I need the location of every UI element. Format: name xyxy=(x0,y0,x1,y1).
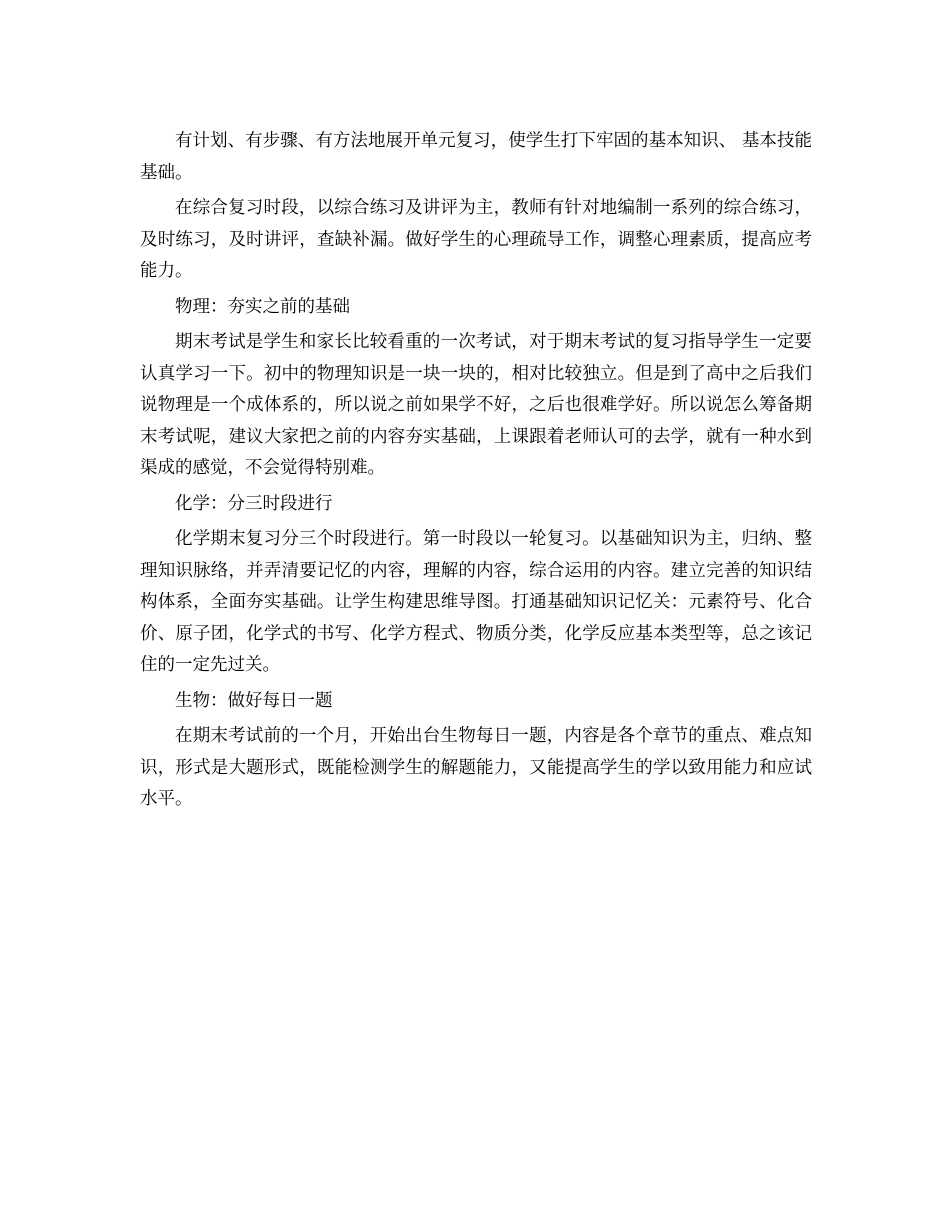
heading-biology: 生物：做好每日一题 xyxy=(175,690,333,711)
paragraph-physics: 期末考试是学生和家长比较看重的一次考试，对于期末考试的复习指导学生一定要认真学习一下。初中的物理知识是一块一块的，相对比较独立。但是到了高中之后我们说物理是一个成体系的，所以说之前如果学不好，之后也很难学好。所以说怎么筹备期末考试呢，建议大家把之前的内容夯实基础，上课跟着老师认可的去学，就有一种水到渠成的感觉，不会觉得特别难。 xyxy=(140,332,812,478)
heading-chemistry: 化学：分三时段进行 xyxy=(175,493,333,514)
paragraph-comprehensive-review: 在综合复习时段，以综合练习及讲评为主，教师有针对地编制一系列的综合练习，及时练习，及时讲评，查缺补漏。做好学生的心理疏导工作，调整心理素质，提高应考能力。 xyxy=(140,198,812,281)
paragraph-biology: 在期末考试前的一个月，开始出台生物每日一题，内容是各个章节的重点、难点知识，形式是大题形式，既能检测学生的解题能力，又能提高学生的学以致用能力和应试水平。 xyxy=(140,726,812,809)
paragraph-unit-review: 有计划、有步骤、有方法地展开单元复习，使学生打下牢固的基本知识、 基本技能基础。 xyxy=(140,131,812,183)
document-page xyxy=(140,126,812,820)
paragraph-chemistry: 化学期末复习分三个时段进行。第一时段以一轮复习。以基础知识为主，归纳、整理知识脉络，并弄清要记忆的内容，理解的内容，综合运用的内容。建立完善的知识结构体系，全面夯实基础。让学生构建思维导图。打通基础知识记忆关：元素符号、化合价、原子团，化学式的书写、化学方程式、物质分类，化学反应基本类型等，总之该记住的一定先过关。 xyxy=(140,529,812,675)
heading-physics: 物理：夯实之前的基础 xyxy=(175,296,350,317)
